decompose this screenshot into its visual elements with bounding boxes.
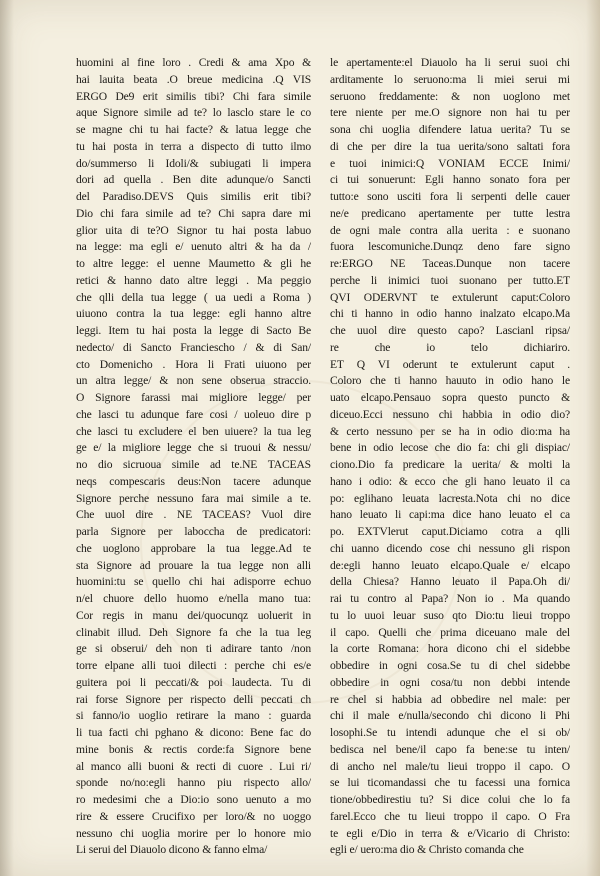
text-line: re che io telo dichiariro.	[330, 340, 570, 354]
text-line: della Chiesa? Hanno leuato il Papa.Oh di/	[330, 575, 570, 589]
text-line: clinabit illud. Deh Signore fa che la tua leg	[76, 625, 311, 639]
text-line: del Paradiso.DEVS Quis similis erit tibi?	[76, 190, 311, 203]
text-line: do/summerso li Idoli/& subiugati li impera	[76, 156, 311, 170]
text-line: che qlli della tua legge ( ua uedi a Roma )	[76, 290, 311, 304]
text-line: no dio sicruoua simile ad te.NE TACEAS	[76, 458, 311, 471]
text-line: uiuono contra la tua legge: egli hanno altre	[76, 307, 311, 321]
text-line: tutto:e sono usciti fora li serpenti delle cauer	[330, 190, 570, 203]
text-line: chi il male e/nulla/secondo chi dicono li Phi	[330, 709, 570, 723]
text-line: di che per dire la tua uerita/sono saltati fora	[330, 139, 570, 153]
text-line: obbedire in ogni cosa.Se tu di chel sidebbe	[330, 659, 570, 672]
text-line: di ancho nel male/tu lieui troppo il capo. O	[330, 759, 570, 773]
text-line: hano leuato li capi:ma dice hano leuato el ca	[330, 508, 570, 522]
text-line: de ogni male contra alla uerita : e suonano	[330, 223, 570, 237]
text-line: glior uita di te?O Signor tu hai posta labuo	[76, 223, 311, 237]
text-line: re chel si habbia ad obbedire nel male: per	[330, 692, 570, 706]
text-line: se magne chi tu hai facte? & latua legge che	[76, 123, 311, 136]
text-line: & certo nessuno per se ha in odio dio:ma ha	[330, 424, 570, 438]
text-line: bedisca nel bene/il capo fa bene:se tu inten/	[330, 742, 570, 756]
text-line: rire & essere Crucifixo per loro/& no uoggo	[76, 809, 311, 823]
text-line: ciono.Dio fa predicare la uerita/ & molti la	[330, 458, 570, 471]
text-line: Dio chi fara simile ad te? Chi sapra dare mi	[76, 206, 311, 220]
text-line: Coloro che ti hanno hauuto in odio hano le	[330, 374, 570, 388]
text-line: diceuo.Ecci nessuno chi habbia in odio dio?	[330, 407, 570, 421]
text-line: uato elcapo.Pensauo sopra questo puncto &	[330, 391, 570, 404]
text-line: na legge: ma egli e/ uenuto altri & ha da /	[76, 240, 311, 254]
text-line: neqs compescaris deus:Non tacere adunque	[76, 474, 311, 488]
text-line: li tua facti chi pghano & dicono: Bene fac do	[76, 726, 311, 739]
text-line: guitera poi li peccati/& poi laudecta. Tu di	[76, 675, 311, 689]
text-line: retici & hanno dato altre leggi . Ma peggio	[76, 273, 311, 287]
text-line: fuora lescomuniche.Dunqz deno fare signo	[330, 240, 570, 254]
text-line: obbedire in ogni cosa/tu non debbi intende	[330, 675, 570, 689]
text-line: Cor regis in manu dei/quocunqz uoluerit in	[76, 608, 311, 622]
text-line: to altre legge: el uenne Maumetto & gli he	[76, 257, 311, 270]
text-line: che lasci tu excludere el ben uiuere? la tua leg	[76, 424, 311, 438]
text-line: rai forse Signore per rispecto delli peccati ch	[76, 692, 311, 706]
text-line: ci tui sonuerunt: Egli hanno sonato fora per	[330, 173, 570, 187]
text-line: che uuol dire questo capo? Lascianl ripsa/	[330, 324, 570, 337]
text-line: chi ti hanno in odio hanno inalzato elcapo.Ma	[330, 307, 570, 321]
text-line: che lasci tu adunque fare cosi / uoleuo dire p	[76, 407, 311, 421]
text-line: al manco alli buoni & recti di cuore . Lui ri/	[76, 759, 311, 773]
text-line: torre elpane alli tuoi dilecti : perche chi es/e	[76, 659, 311, 672]
text-line: re:ERGO NE Taceas.Dunque non tacere	[330, 257, 570, 270]
text-line: tione/obbedirestiu tu? Si dice colui che lo fa	[330, 793, 570, 806]
text-line: ET Q VI oderunt te extulerunt caput .	[330, 357, 570, 371]
text-line: Li serui del Diauolo dicono & fanno elma/	[76, 843, 268, 857]
text-line: sona chi uoglia difendere latua uerita? Tu se	[330, 123, 570, 136]
text-line: si fanno/io uoglio retirare la mano : guarda	[76, 709, 311, 723]
text-line: se lui ticomandassi che tu facessi una fornica	[330, 776, 570, 790]
text-line: ro medesimi che a Dio:io sono uenuto a mo	[76, 793, 311, 806]
text-line: tu hai posta in terra a dispecto di tutto ilmo	[76, 139, 311, 153]
text-line: te egli e/Dio in terra & e/Vicario di Christo:	[330, 826, 570, 840]
text-line: n/el chuore dello huomo e/nella mano tua:	[76, 592, 311, 605]
text-line: de:egli hanno leuato elcapo.Quale e/ elcapo	[330, 558, 570, 572]
text-line: egli e/ uero:ma dio & Christo comanda che	[330, 843, 524, 857]
text-line: tu lo uuoi leuar suso qto Dio:tu lieui troppo	[330, 608, 570, 622]
text-line: farel.Ecco che tu lieui troppo il capo. O Fra	[330, 809, 570, 823]
text-line: aque Signore simile ad te? lo lasclo stare le co	[76, 106, 311, 120]
text-line: nedecto/ di Sancto Franciescho / & di San/	[76, 340, 311, 354]
right-text-column	[330, 55, 570, 859]
text-line: e tuoi inimici:Q VONIAM ECCE Inimi/	[330, 156, 570, 170]
left-text-column	[76, 55, 311, 859]
text-line: nessuno chi uoglia morire per lo honore mio	[76, 826, 311, 840]
text-line: mine bonis & rectis corde:fa Signore bene	[76, 742, 311, 756]
text-line: il capo. Quelli che prima diceuano male del	[330, 625, 570, 639]
text-line: cto Domenicho . Hora li Frati uiuono per	[76, 357, 311, 371]
text-line: ge si obserui/ deh non ti adirare tanto /non	[76, 642, 311, 656]
text-line: sponde no/no:egli hanno piu rispecto allo/	[76, 776, 311, 790]
text-line: che uoglono approbare la tua legge.Ad te	[76, 541, 311, 555]
text-line: po: eglihano leuata lacresta.Nota chi no dice	[330, 491, 570, 505]
text-line: seruono freddamente: & non uoglono met	[330, 89, 570, 103]
text-line: QVI ODERVNT te extulerunt caput:Coloro	[330, 290, 570, 304]
text-line: un altra legge/ & non sene obserua straccio.	[76, 374, 311, 388]
text-line: Signore perche nessuno fara mai simile a te.	[76, 491, 311, 505]
text-line: rai tu contro al Papa? Non io . Ma quando	[330, 592, 570, 605]
text-line: perche li inimici tuoi suonano per tutto.ET	[330, 273, 570, 287]
text-line: huomini al fine loro . Credi & ama Xpo &	[76, 56, 311, 69]
text-line: po. EXTVlerut caput.Diciamo cotra a qlli	[330, 525, 570, 538]
text-line: hai lauita beata .O breue medicina .Q VIS	[76, 72, 311, 86]
text-line: ge e/ la migliore legge che si truoui & nessu/	[76, 441, 311, 455]
gutter-shadow	[0, 0, 14, 876]
text-line: losophi.Se tu intendi adunque che el si ob/	[330, 726, 570, 739]
text-line: ne/e predicano apertamente per tutte lestra	[330, 206, 570, 220]
text-line: tere niente per me.O signore non hai tu per	[330, 106, 570, 120]
text-line: hano i odio: & ecco che gli hano leuato il ca	[330, 474, 570, 488]
text-line: chi uanno dicendo cose chi nessuno gli rispon	[330, 541, 570, 555]
text-line: O Signore farassi mai migliore legge/ per	[76, 391, 311, 404]
text-line: ERGO De9 erit similis tibi? Chi fara simile	[76, 89, 311, 103]
text-line: sta Signore ad prouare la tua legge non alli	[76, 558, 311, 572]
text-line: leggi. Item tu hai posta la legge di Sacto Be	[76, 324, 311, 337]
text-line: parla Signore per laboccha de predicatori:	[76, 525, 311, 538]
text-line: huomini:tu se quello chi hai adisporre echuo	[76, 575, 311, 589]
text-line: bene in odio lecose che dio fa: chi gli dispiac/	[330, 441, 570, 455]
page-edge	[586, 0, 600, 876]
text-line: arditamente lo seruono:ma li miei serui mi	[330, 72, 570, 86]
text-line: dori ad quella . Ben dite adunque/o Sancti	[76, 173, 311, 187]
text-line: Che uuol dire . NE TACEAS? Vuol dire	[76, 508, 311, 522]
text-line: la corte Romana: hora dicono chi el sidebbe	[330, 642, 570, 656]
text-line: le apertamente:el Diauolo ha li serui suoi chi	[330, 56, 570, 69]
